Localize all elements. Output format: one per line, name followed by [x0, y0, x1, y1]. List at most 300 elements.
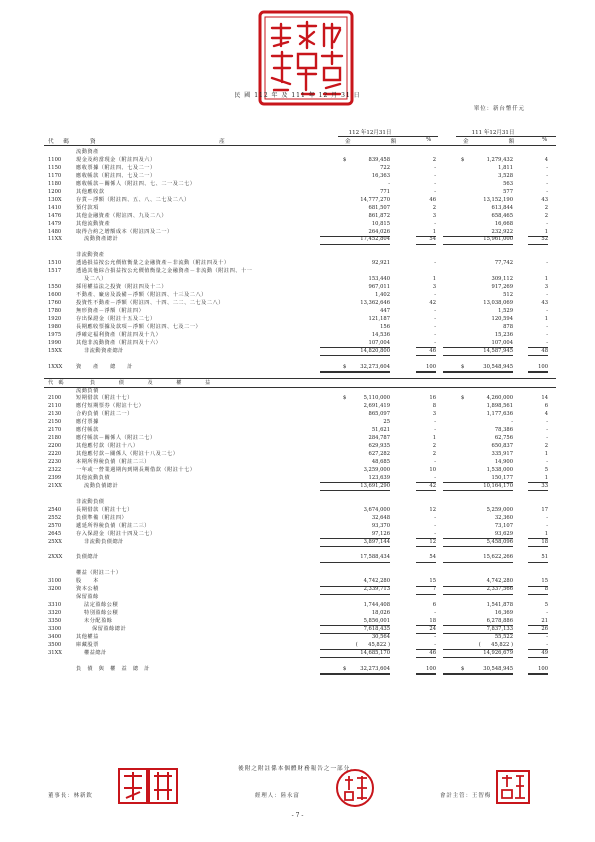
pct-current: 2 [432, 451, 436, 458]
amount-current: 771 [380, 188, 390, 195]
amount-prior: 30,548,945 [443, 665, 513, 675]
pct-current: 46 [416, 649, 436, 658]
pct-prior: - [546, 427, 548, 434]
pct-current: 42 [429, 300, 436, 307]
amount-prior: 73,107 [494, 522, 513, 529]
row-code: 1975 [48, 331, 62, 338]
amount-prior: 917,269 [491, 284, 513, 291]
row-code: 1990 [48, 339, 62, 346]
row-label: 其他權益 [76, 633, 99, 640]
amount-prior: 62,756 [494, 435, 513, 442]
row-label: 負 債 與 權 益 總 計 [76, 665, 150, 672]
row-code: 15XX [48, 347, 62, 354]
pct-prior: - [546, 435, 548, 442]
pct-current: 16 [429, 395, 436, 402]
row-label: 存貨－淨額（附註四、五、八、二七及二八） [76, 196, 190, 203]
amount-current: - [388, 180, 390, 187]
pct-current: - [434, 308, 436, 314]
amount-current: 32,273,604 [320, 665, 390, 675]
row-code: 1517 [48, 268, 62, 275]
amount-current: 5,110,000 [363, 395, 390, 402]
pct-current: 100 [416, 363, 436, 373]
amount-current: 2,339,713 [320, 585, 390, 594]
amount-prior: 5,259,000 [486, 506, 513, 513]
amount-prior: - [511, 419, 513, 426]
row-label: 其他應付款（附註十八） [76, 443, 139, 450]
amount-prior: 14,900 [494, 459, 513, 466]
pct-current: 3 [432, 284, 436, 291]
amount-current: 967,011 [368, 284, 390, 291]
amount-prior: 1,898,561 [486, 403, 513, 410]
amount-prior: 77,742 [494, 260, 513, 267]
row-label: 流動負債 [76, 387, 99, 394]
amount-prior: 658,465 [491, 212, 513, 219]
pct-prior: - [546, 323, 548, 330]
row-label: 保留盈餘總計 [92, 626, 127, 632]
pct-prior: 52 [528, 235, 548, 244]
col-liabilities-header: 負 債 及 權 益 [90, 379, 213, 386]
amount-prior: 6,278,886 [443, 617, 513, 626]
pct-current: 1 [432, 276, 436, 283]
accountant-signature: 會計主管：王智梅 [440, 793, 492, 799]
row-label: 股 本 [76, 578, 99, 585]
pct-prior: 26 [528, 625, 548, 634]
amount-prior: 15,622,266 [443, 553, 513, 562]
row-label: 未分配盈餘 [84, 618, 113, 625]
currency-symbol: $ [461, 665, 465, 672]
pct-current: 10 [429, 467, 436, 473]
amount-prior: 1,279,432 [486, 156, 513, 163]
currency-symbol: $ [461, 395, 465, 402]
pct-prior: - [546, 172, 548, 179]
row-label: 資 產 總 計 [76, 363, 133, 370]
row-label: 投資性不動產－淨額（附註四、十四、二二、二七及二八） [76, 300, 224, 307]
row-label: 非流動資產 [76, 252, 105, 259]
amount-current: 93,370 [371, 522, 390, 529]
row-label: 合約負債（附註二一） [76, 411, 133, 418]
amount-prior: 32,360 [494, 514, 513, 521]
pct-prior: - [546, 459, 548, 466]
currency-symbol: $ [343, 665, 347, 672]
pct-prior: 1 [528, 530, 548, 539]
row-label: 及二八） [84, 276, 107, 283]
row-code: 2130 [48, 411, 62, 418]
pct-current: - [416, 641, 436, 650]
pct-prior: 2 [544, 443, 548, 450]
amount-current: 4,742,280 [320, 577, 390, 586]
amount-current: 14,536 [371, 331, 390, 338]
row-label: 非流動負債 [76, 498, 105, 505]
pct-prior: - [546, 522, 548, 529]
row-code: 1980 [48, 323, 62, 330]
row-label: 應付帳款 [76, 427, 99, 434]
amount-current: 51,621 [371, 427, 390, 434]
row-code: 1100 [48, 156, 62, 163]
row-label: 存出保證金（附註十五及二七） [76, 315, 156, 322]
pct-current: 12 [416, 538, 436, 547]
pct-current: - [434, 419, 436, 426]
row-label: 特別盈餘公積 [84, 610, 119, 617]
amount-prior: 1,529 [498, 308, 513, 314]
row-label: 負債總計 [76, 554, 99, 561]
pct-prior: 2 [544, 204, 548, 211]
currency-symbol: $ [461, 156, 465, 163]
pct-current: - [434, 323, 436, 330]
pct-prior: 1 [544, 451, 548, 458]
manager-signature: 經理人：陸永富 [255, 793, 300, 799]
row-label: 其他流動負債 [76, 474, 111, 481]
currency-symbol: $ [461, 363, 465, 370]
row-label: 應收帳款（附註四、七及二一） [76, 172, 156, 179]
pct-current: 46 [416, 347, 436, 356]
pct-prior: - [546, 188, 548, 195]
row-label: 應付票據 [76, 419, 99, 426]
row-code: 2220 [48, 451, 62, 458]
amount-current: 3,259,000 [363, 467, 390, 473]
pct-current: - [434, 180, 436, 187]
col-assets-header: 資 產 [90, 139, 227, 145]
amount-current: 153,440 [368, 276, 390, 283]
period-current-header: 112 年12月31日 [348, 130, 392, 136]
row-code: 1150 [48, 164, 62, 171]
row-code: 3320 [48, 610, 62, 617]
amount-prior: 1,811 [498, 164, 513, 171]
pct-current: 3 [432, 212, 436, 219]
amount-prior: 335,917 [491, 451, 513, 458]
row-label: 不動產、廠房及設備－淨額（附註四、十三及二八） [76, 292, 207, 299]
pct-prior: - [546, 610, 548, 617]
pct-prior: 49 [528, 649, 548, 658]
amount-prior: 563 [503, 180, 513, 187]
pct-current: - [434, 188, 436, 195]
row-label: 保留盈餘 [76, 594, 99, 601]
pct-current: - [434, 315, 436, 322]
page-number: - 7 - [291, 812, 304, 819]
row-code: 1410 [48, 204, 62, 211]
pct-current: 18 [416, 617, 436, 626]
currency-symbol: $ [343, 395, 347, 402]
row-code: 2100 [48, 395, 62, 402]
amount-prior: 613,844 [491, 204, 513, 211]
pct-prior: 51 [528, 553, 548, 562]
pct-prior: - [546, 419, 548, 426]
row-label: 無形資產－淨額（附註四） [76, 308, 145, 314]
row-label: 權益（附註二十） [76, 570, 122, 577]
amount-prior: 309,112 [491, 276, 513, 283]
amount-current: 13,691,290 [320, 482, 390, 491]
amount-current: 865,097 [368, 411, 390, 418]
pct-prior: - [546, 292, 548, 299]
pct-current: - [434, 260, 436, 267]
amount-prior: 10,164,170 [443, 482, 513, 491]
pct-prior: 2 [544, 212, 548, 219]
amount-prior: 1,538,000 [486, 467, 513, 473]
row-code: 1920 [48, 315, 62, 322]
amount-current: 264,026 [320, 228, 390, 237]
row-code: 3100 [48, 578, 62, 585]
row-code: 1780 [48, 308, 62, 314]
amount-current: 17,452,804 [320, 235, 390, 244]
row-code: 2645 [48, 530, 62, 537]
pct-current: 24 [416, 625, 436, 634]
amount-prior: 15,961,000 [443, 235, 513, 244]
amount-prior: 30,548,945 [443, 363, 513, 373]
row-label: 負債準備（附註四） [76, 514, 128, 521]
amount-current: 10,815 [371, 220, 390, 227]
amount-current: 284,787 [368, 435, 390, 442]
row-label: 非流動資產總計 [84, 347, 124, 354]
pct-prior: 33 [528, 482, 548, 491]
amount-current: 3,897,144 [320, 538, 390, 547]
amount-prior: 1,177,636 [486, 411, 513, 418]
pct-prior: 18 [528, 538, 548, 547]
pct-current: 54 [416, 553, 436, 562]
row-code: 3310 [48, 602, 62, 609]
col-code-header-liab: 代 碼 [48, 379, 64, 386]
amount-current: 2,691,419 [363, 403, 390, 410]
row-label: 其他應付款－關係人（附註十八及二七） [76, 451, 179, 458]
row-code: 1760 [48, 300, 62, 307]
pct-prior: - [546, 220, 548, 227]
row-code: 2399 [48, 474, 62, 481]
pct-current: 46 [429, 196, 436, 203]
row-code: 1479 [48, 220, 62, 227]
amount-current: 13,362,646 [360, 300, 390, 307]
row-label: 流動資產 [76, 149, 99, 155]
row-label: 遞延所得稅負債（附註二三） [76, 522, 150, 529]
pct-current: - [434, 172, 436, 179]
amount-prior: 4,260,000 [486, 395, 513, 402]
amount-prior: 4,742,280 [443, 577, 513, 586]
row-label: 其他非流動資產（附註四及十六） [76, 339, 162, 346]
pct-prior: 1 [544, 315, 548, 322]
pct-current: 2 [432, 156, 436, 163]
row-label: 取得合約之增額成本（附註四及二一） [76, 228, 173, 235]
pct-prior: - [546, 308, 548, 314]
pct-current: - [434, 292, 436, 299]
amount-prior: 1,541,878 [486, 602, 513, 609]
amount-prior: 878 [503, 323, 513, 330]
row-code: 1510 [48, 260, 62, 267]
amount-current: 25 [383, 419, 390, 426]
amount-prior: 14,926,679 [443, 649, 513, 658]
unit-label: 單位：新台幣仟元 [473, 106, 525, 112]
pct-prior: 43 [541, 196, 548, 203]
amount-current: 18,026 [371, 610, 390, 617]
pct-current: 1 [432, 435, 436, 442]
pct-prior: 17 [541, 506, 548, 513]
amount-prior: 55,522 [494, 633, 513, 640]
amount-current: 14,685,170 [320, 649, 390, 658]
amount-prior: 577 [503, 188, 513, 195]
row-label: 應付短期票券（附註十七） [76, 403, 145, 410]
pct-prior: 48 [528, 347, 548, 356]
chairman-signature: 董事長：林新欽 [48, 793, 93, 799]
pct-prior: 21 [528, 617, 548, 626]
pct-current: - [434, 459, 436, 466]
pct-current: - [434, 522, 436, 529]
pct-prior: - [546, 180, 548, 187]
row-label: 淨確定福利資產（附註四及十九） [76, 331, 162, 338]
row-label: 庫藏股票 [76, 641, 99, 648]
pct-prior: 4 [544, 411, 548, 418]
pct-current: - [416, 474, 436, 483]
pct-current: 7 [416, 585, 436, 594]
amount-current: 156 [380, 323, 390, 330]
pct-prior: - [546, 164, 548, 171]
row-label: 應收帳款－關係人（附註四、七、二一及二七） [76, 180, 196, 187]
row-label: 資本公積 [76, 586, 99, 593]
currency-symbol: $ [343, 156, 347, 163]
row-label: 一年或一營業週期內到期長期借款（附註十七） [76, 467, 196, 473]
pct-prior: - [528, 641, 548, 650]
manager-seal-icon [335, 768, 375, 808]
pct-current: - [434, 164, 436, 171]
col-pct-header-prior: % [542, 137, 550, 143]
amount-prior: ( 45,822 ) [443, 641, 513, 650]
row-code: 2230 [48, 459, 62, 466]
amount-current: 16,363 [371, 172, 390, 179]
amount-current: 97,126 [320, 530, 390, 539]
pct-prior: 3 [544, 284, 548, 291]
amount-current: 7,618,435 [320, 625, 390, 634]
amount-prior: 78,386 [494, 427, 513, 434]
pct-prior: 5 [544, 467, 548, 473]
row-label: 透過損益按公允價值衡量之金融資產－非流動（附註四及十） [76, 260, 230, 267]
row-label: 現金及約當現金（附註四及六） [76, 156, 156, 163]
pct-current: - [416, 530, 436, 539]
pct-current: - [434, 427, 436, 434]
amount-current: 627,282 [368, 451, 390, 458]
amount-current: 32,273,604 [320, 363, 390, 373]
amount-current: 30,564 [371, 633, 390, 640]
amount-current: 107,004 [320, 339, 390, 348]
currency-symbol: $ [343, 363, 347, 370]
pct-prior: 1 [528, 474, 548, 483]
amount-current: 861,872 [368, 212, 390, 219]
amount-prior: 5,458,096 [443, 538, 513, 547]
pct-prior: - [546, 514, 548, 521]
amount-prior: 13,152,190 [483, 196, 513, 203]
amount-current: 17,588,434 [320, 553, 390, 562]
amount-prior: 2,337,566 [443, 585, 513, 594]
row-label: 採用權益法之投資（附註四及十二） [76, 284, 168, 291]
row-label: 短期借款（附註十七） [76, 395, 133, 402]
report-date-subtitle: 民 國 112 年 及 111 年 12 月 31 日 [234, 92, 361, 99]
pct-current: - [434, 514, 436, 521]
row-code: 1XXX [48, 363, 63, 370]
pct-prior: 43 [541, 300, 548, 307]
period-prior-header: 111 年12月31日 [471, 130, 515, 136]
row-code: 1180 [48, 180, 62, 187]
row-code: 2200 [48, 443, 62, 450]
amount-current: 839,458 [368, 156, 390, 163]
amount-prior: 93,629 [443, 530, 513, 539]
row-code: 21XX [48, 482, 62, 489]
pct-current: 6 [432, 602, 436, 609]
amount-current: ( 45,822 ) [320, 641, 390, 650]
amount-current: 722 [380, 164, 390, 171]
row-label: 應收票據（附註四、七及二一） [76, 164, 156, 171]
amount-prior: 16,369 [494, 610, 513, 617]
row-code: 2150 [48, 419, 62, 426]
row-label: 其他應收款 [76, 188, 105, 195]
row-code: 1170 [48, 172, 62, 179]
row-code: 2170 [48, 427, 62, 434]
row-label: 長期借款（附註十七） [76, 506, 133, 513]
row-code: 3200 [48, 586, 62, 593]
pct-current: 15 [416, 577, 436, 586]
amount-prior: 3,528 [498, 172, 513, 179]
row-code: 3400 [48, 633, 62, 640]
pct-current: 3 [432, 411, 436, 418]
amount-current: 121,187 [368, 315, 390, 322]
pct-prior: 8 [528, 585, 548, 594]
amount-prior: 14,587,945 [443, 347, 513, 356]
amount-current: 32,648 [371, 514, 390, 521]
amount-prior: 15,236 [494, 331, 513, 338]
pct-current: - [434, 610, 436, 617]
chairman-seal-icon [118, 768, 178, 804]
row-label: 應付帳款－關係人（附註二七） [76, 435, 156, 442]
row-label: 權益總計 [84, 649, 107, 656]
row-code: 11XX [48, 236, 62, 243]
amount-current: 14,777,270 [360, 196, 390, 203]
col-pct-header-current: % [426, 137, 434, 143]
amount-current: 123,639 [320, 474, 390, 483]
pct-prior: 4 [544, 156, 548, 163]
col-amount-header-prior: 金 額 [463, 139, 517, 145]
pct-prior: 1 [544, 276, 548, 283]
amount-current: 629,935 [368, 443, 390, 450]
row-label: 存入保證金（附註十四及二七） [76, 530, 156, 537]
accountant-seal-icon [496, 770, 530, 804]
row-label: 本期所得稅負債（附註二三） [76, 459, 150, 466]
amount-prior: 512 [503, 292, 513, 299]
pct-prior: - [546, 633, 548, 640]
row-code: 130X [48, 196, 62, 203]
row-code: 2552 [48, 514, 62, 521]
row-code: 25XX [48, 538, 62, 545]
amount-current: 14,820,800 [320, 347, 390, 356]
row-code: 2110 [48, 403, 62, 410]
pct-prior: - [546, 260, 548, 267]
amount-prior: 650,837 [491, 443, 513, 450]
amount-prior: 120,594 [491, 315, 513, 322]
amount-current: 1,744,408 [363, 602, 390, 609]
row-label: 預付款項 [76, 204, 99, 211]
amount-current: 3,674,000 [363, 506, 390, 513]
row-code: 1476 [48, 212, 62, 219]
pct-current: 8 [432, 403, 436, 410]
pct-current: 100 [416, 665, 436, 675]
pct-prior: 100 [528, 363, 548, 373]
pct-prior: 1 [528, 228, 548, 237]
pct-current: - [434, 331, 436, 338]
row-code: 1600 [48, 292, 62, 299]
row-label: 長期應收票據及款項－淨額（附註四、七及二一） [76, 323, 202, 330]
amount-prior: 150,177 [443, 474, 513, 483]
amount-current: 1,402 [375, 292, 390, 299]
amount-prior: 107,004 [443, 339, 513, 348]
row-code: 2180 [48, 435, 62, 442]
amount-prior: 16,668 [494, 220, 513, 227]
row-code: 31XX [48, 649, 62, 656]
pct-current: 12 [429, 506, 436, 513]
row-label: 流動負債總計 [84, 482, 119, 489]
row-code: 1200 [48, 188, 62, 195]
amount-current: 5,856,001 [320, 617, 390, 626]
